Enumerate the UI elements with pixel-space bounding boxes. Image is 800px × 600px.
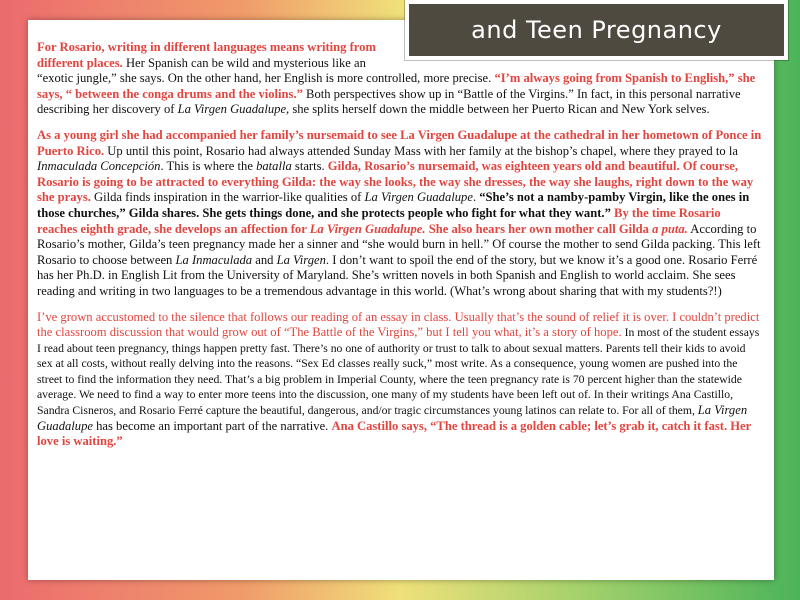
p2-lead: As a young girl she had accompanied her family’s nursemaid to see La Virgen Guadalupe at the cathedral in her hometown of Ponce in Puerto Rico. (37, 127, 762, 158)
p2-text-5: . (472, 190, 480, 205)
title-spacer (383, 40, 775, 62)
p2-italic-1: Inmaculada Concepción (37, 159, 161, 174)
p1-text: Her Spanish can be wild and mysterious like an “exotic jungle,” she says. On the other hand, her English is more controlled, more precise. (37, 55, 495, 86)
paragraph-3 (37, 310, 763, 450)
p2-italic-2: batalla (256, 159, 292, 174)
p3-closing-quote: Ana Castillo says, “The thread is a golden cable; let’s grab it, catch it fast. Her love is waiting.” (37, 418, 752, 449)
p2-text-8: and (252, 252, 277, 267)
p2-highlight-3: She also hears her own mother call Gilda (425, 221, 653, 236)
p2-highlight-italic-1: La Virgen Guadalupe. (309, 221, 426, 236)
p2-italic-3: La Virgen Guadalupe (364, 190, 473, 205)
p3-text: In most of the student essays I read about teen pregnancy, things happen pretty fast. There’s no one of authority or trust to talk to about sexual matters. Parents tell their kids to avoid sex at all costs, without really delving into the reasons. “Sex Ed classes really suck,” most write. As a consequence, young women are pushed into the street to find the information they need. That’s a big problem in Imperial County, where the teen pregnancy rate is 70 percent higher than the statewide average. We need to find a way to enter more teens into the discussion, one many of my students have been left out of. In their writings Ana Castillo, Sandra Cisneros, and Rosario Ferré capture the beautiful, dangerous, and/or tragic circumstances young latinos can relate to. For all of them, (37, 326, 760, 418)
paragraph-2 (37, 128, 763, 300)
p2-italic-4: La Inmaculada (175, 252, 253, 267)
p1-quote: “I’m always going from Spanish to English,” she says, “ between the conga drums and the violins.” (37, 71, 756, 101)
slide-body (28, 40, 773, 460)
p3-text-2: has become an important part of the narrative. (92, 418, 332, 433)
p2-text-3: starts. (291, 159, 328, 174)
p2-highlight-1: Gilda, Rosario’s nursemaid, was eighteen years old and beautiful. Of course, Rosario is going to be attracted to everything Gilda: the way she looks, the way she dresses, the way she laughs, right down to the way she prays. (37, 159, 754, 205)
p1-title-italic: La Virgen Guadalupe (177, 102, 287, 117)
p2-text: Up until this point, Rosario had always attended Sunday Mass with her family at the bishop’s chapel, where they prayed to la (104, 143, 738, 158)
p2-text-9: . I don’t want to spoil the end of the story, but we know it’s a good one. Rosario Ferré has her Ph.D. in English Lit from the University of Maryland. She’s written novels in both Spanish and English to world acclaim. She sees reading and writing in two languages to be a tremendous advantage in this world. (What’s wrong about sharing that with my students?!) (37, 252, 758, 298)
p2-text-7: According to Rosario’s mother, Gilda’s teen pregnancy made her a sinner and “she would burn in hell.” Of course the mother to send Gilda packing. This left Rosario to choose between (37, 221, 761, 267)
p1-text-3: , she splits herself down the middle between her Puerto Rican and New York selves. (286, 102, 710, 117)
slide-title: and Teen Pregnancy (471, 16, 722, 44)
p2-text-4: Gilda finds inspiration in the warrior-like qualities of (90, 190, 365, 205)
paragraph-1 (37, 40, 775, 118)
p2-quote-bold: “She’s not a namby-pamby Virgin, like the ones in those churches,” Gilda shares. She gets things done, and she protects people who fight for what they want.” (37, 190, 750, 220)
p2-highlight-italic-2: a puta. (652, 221, 688, 236)
p1-lead: For Rosario, writing in different languages means writing from different places. (37, 40, 376, 70)
p1-text-2: Both perspectives show up in “Battle of the Virgins.” In fact, in this personal narrative describing her discovery of (37, 86, 741, 117)
p2-italic-5: La Virgen (276, 252, 326, 267)
p2-text-2: . This is where the (160, 159, 257, 174)
p3-italic: La Virgen Guadalupe (37, 403, 748, 433)
p3-lead: I’ve grown accustomed to the silence that follows our reading of an essay in class. Usually that’s the sound of relief it is over. I couldn’t predict the classroom discussion that would grow out of “The Battle of the Virgins,” but I tell you what, it’s a story of hope. (37, 309, 760, 340)
p2-highlight-2: By the time Rosario reaches eighth grade, she develops an affection for (37, 205, 721, 236)
